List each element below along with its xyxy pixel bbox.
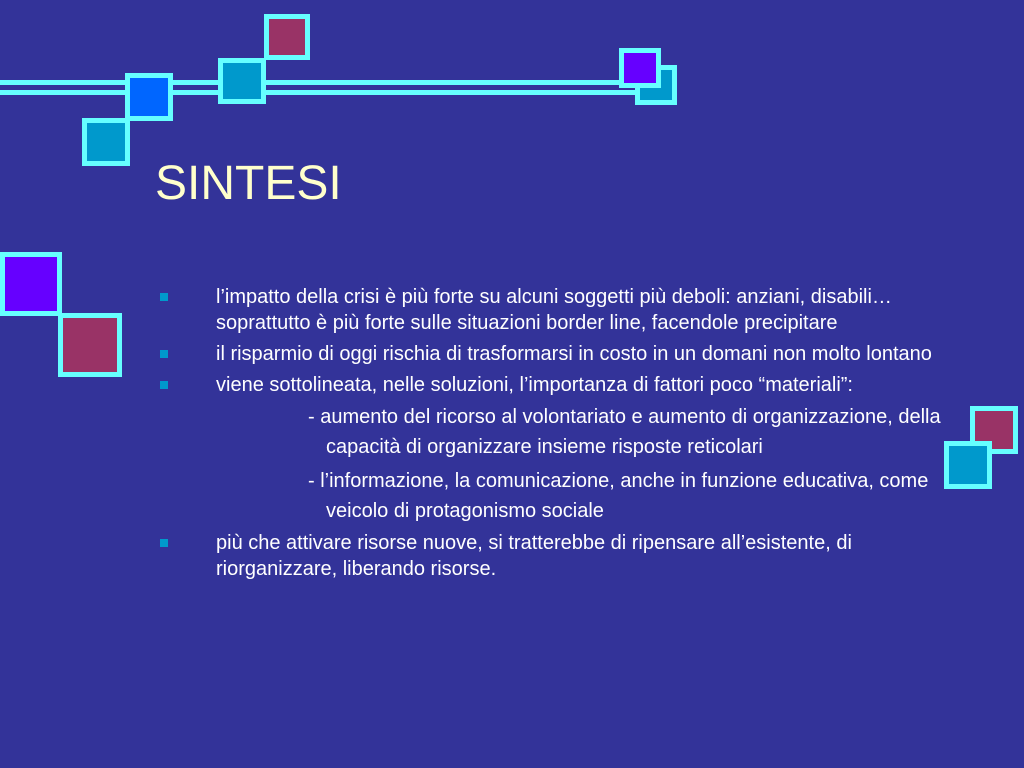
sub-item (160, 466, 960, 526)
decorative-line-bottom (0, 90, 640, 95)
decorative-square-blue-1 (125, 73, 173, 121)
bullet-item (160, 530, 960, 582)
decorative-square-teal-1 (218, 58, 266, 104)
bullet-item (160, 372, 960, 398)
decorative-line-top (0, 80, 665, 85)
decorative-square-rose-1 (264, 14, 310, 60)
slide-title: SINTESI (155, 157, 342, 210)
sub-item-text: - aumento del ricorso al volontariato e aumento di organizzazione, della capacità di organizzare insieme risposte reticolari (308, 406, 941, 458)
bullet-text: più che attivare risorse nuove, si tratterebbe di ripensare all’esistente, di riorganizzare, liberando risorse. (216, 532, 852, 580)
bullet-marker (160, 539, 168, 547)
decorative-square-rose-2 (58, 313, 122, 377)
slide-body (160, 284, 960, 582)
bullet-item (160, 284, 960, 336)
bullet-item (160, 341, 960, 367)
sub-item (160, 402, 960, 462)
bullet-text: viene sottolineata, nelle soluzioni, l’importanza di fattori poco “materiali”: (216, 374, 853, 396)
bullet-marker (160, 381, 168, 389)
bullet-text: l’impatto della crisi è più forte su alcuni soggetti più deboli: anziani, disabili…soprattutto è più forte sulle situazioni border line, facendole precipitare (216, 286, 892, 334)
decorative-square-violet-1 (619, 48, 661, 88)
bullet-marker (160, 293, 168, 301)
bullet-text: il risparmio di oggi rischia di trasformarsi in costo in un domani non molto lontano (216, 343, 932, 365)
bullet-marker (160, 350, 168, 358)
decorative-square-violet-2 (0, 252, 62, 316)
decorative-square-teal-2 (82, 118, 130, 166)
sub-item-text: - l’informazione, la comunicazione, anche in funzione educativa, come veicolo di protagonismo sociale (308, 470, 929, 522)
